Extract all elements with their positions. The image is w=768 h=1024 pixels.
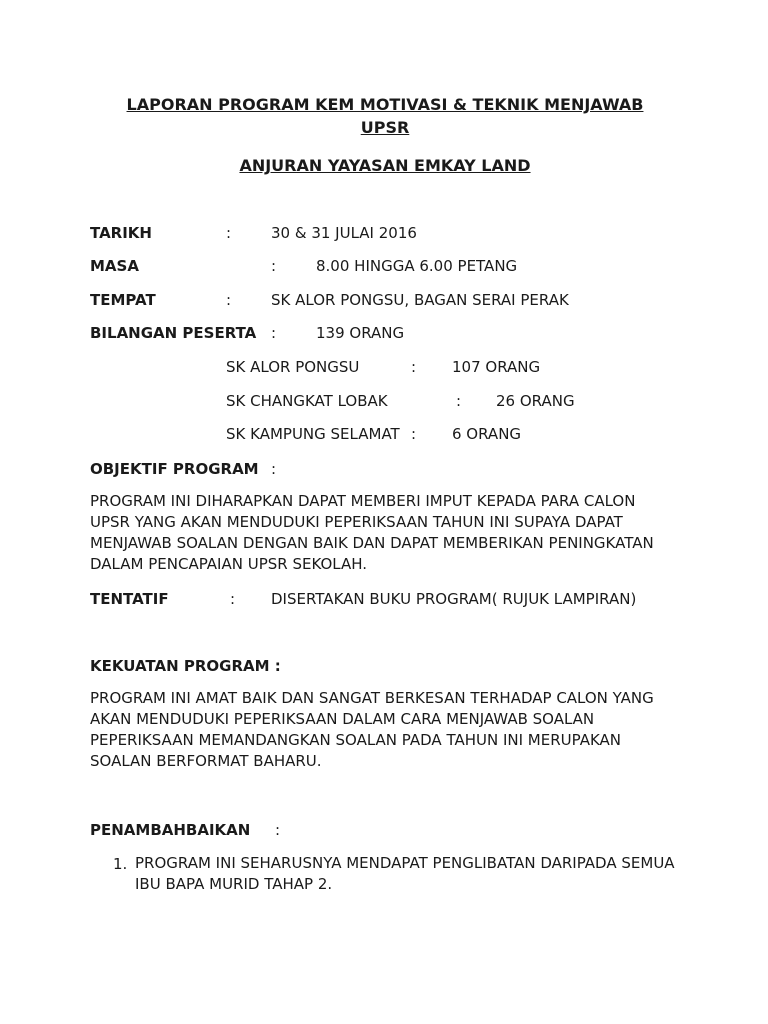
tempat-separator: : — [226, 291, 232, 309]
report-organizer: ANJURAN YAYASAN EMKAY LAND — [239, 156, 531, 175]
bilangan-label: BILANGAN PESERTA — [90, 324, 257, 342]
school-name: SK ALOR PONGSU — [226, 358, 360, 376]
school-count: 26 ORANG — [496, 392, 575, 410]
tempat-value: SK ALOR PONGSU, BAGAN SERAI PERAK — [271, 291, 569, 309]
school-separator: : — [411, 425, 417, 443]
list-item-text: PROGRAM INI SEHARUSNYA MENDAPAT PENGLIBATAN DARIPADA SEMUA IBU BAPA MURID TAHAP 2. — [135, 854, 675, 893]
bilangan-separator: : — [271, 324, 277, 342]
school-count: 107 ORANG — [452, 358, 541, 376]
tempat-label: TEMPAT — [90, 291, 156, 309]
school-name: SK CHANGKAT LOBAK — [226, 392, 388, 410]
report-title — [60, 93, 710, 139]
kekuatan-heading: KEKUATAN PROGRAM : — [90, 657, 281, 675]
school-separator: : — [456, 392, 462, 410]
tarikh-separator: : — [226, 224, 232, 242]
report-title-line2: UPSR — [360, 118, 410, 137]
masa-value: 8.00 HINGGA 6.00 PETANG — [316, 257, 518, 275]
penambahbaikan-separator: : — [275, 821, 281, 839]
tarikh-value: 30 & 31 JULAI 2016 — [271, 224, 417, 242]
list-item-number: 1. — [113, 855, 128, 873]
tarikh-label: TARIKH — [90, 224, 152, 242]
kekuatan-body: PROGRAM INI AMAT BAIK DAN SANGAT BERKESAN TERHADAP CALON YANG AKAN MENDUDUKI PEPERIKSAAN DALAM CARA MENJAWAB SOALAN PEPERIKSAAN MEMANDANGKAN SOALAN PADA TAHUN INI MERUPAKAN SOALAN BERFORMAT BAHARU. — [90, 689, 654, 770]
report-title-line1: LAPORAN PROGRAM KEM MOTIVASI & TEKNIK MENJAWAB — [126, 95, 644, 114]
masa-separator: : — [271, 257, 277, 275]
school-name: SK KAMPUNG SELAMAT — [226, 425, 400, 443]
tentatif-label: TENTATIF — [90, 590, 169, 608]
objektif-heading: OBJEKTIF PROGRAM — [90, 460, 259, 478]
penambahbaikan-heading: PENAMBAHBAIKAN — [90, 821, 251, 839]
tentatif-value: DISERTAKAN BUKU PROGRAM( RUJUK LAMPIRAN) — [271, 590, 637, 608]
bilangan-value: 139 ORANG — [316, 324, 405, 342]
objektif-body: PROGRAM INI DIHARAPKAN DAPAT MEMBERI IMPUT KEPADA PARA CALON UPSR YANG AKAN MENDUDUKI PEPERIKSAAN TAHUN INI SUPAYA DAPAT MENJAWAB SOALAN DENGAN BAIK DAN DAPAT MEMBERIKAN PENINGKATAN DALAM PENCAPAIAN UPSR SEKOLAH. — [90, 492, 654, 573]
school-count: 6 ORANG — [452, 425, 522, 443]
masa-label: MASA — [90, 257, 139, 275]
tentatif-separator: : — [230, 590, 236, 608]
school-separator: : — [411, 358, 417, 376]
objektif-separator: : — [271, 460, 277, 478]
